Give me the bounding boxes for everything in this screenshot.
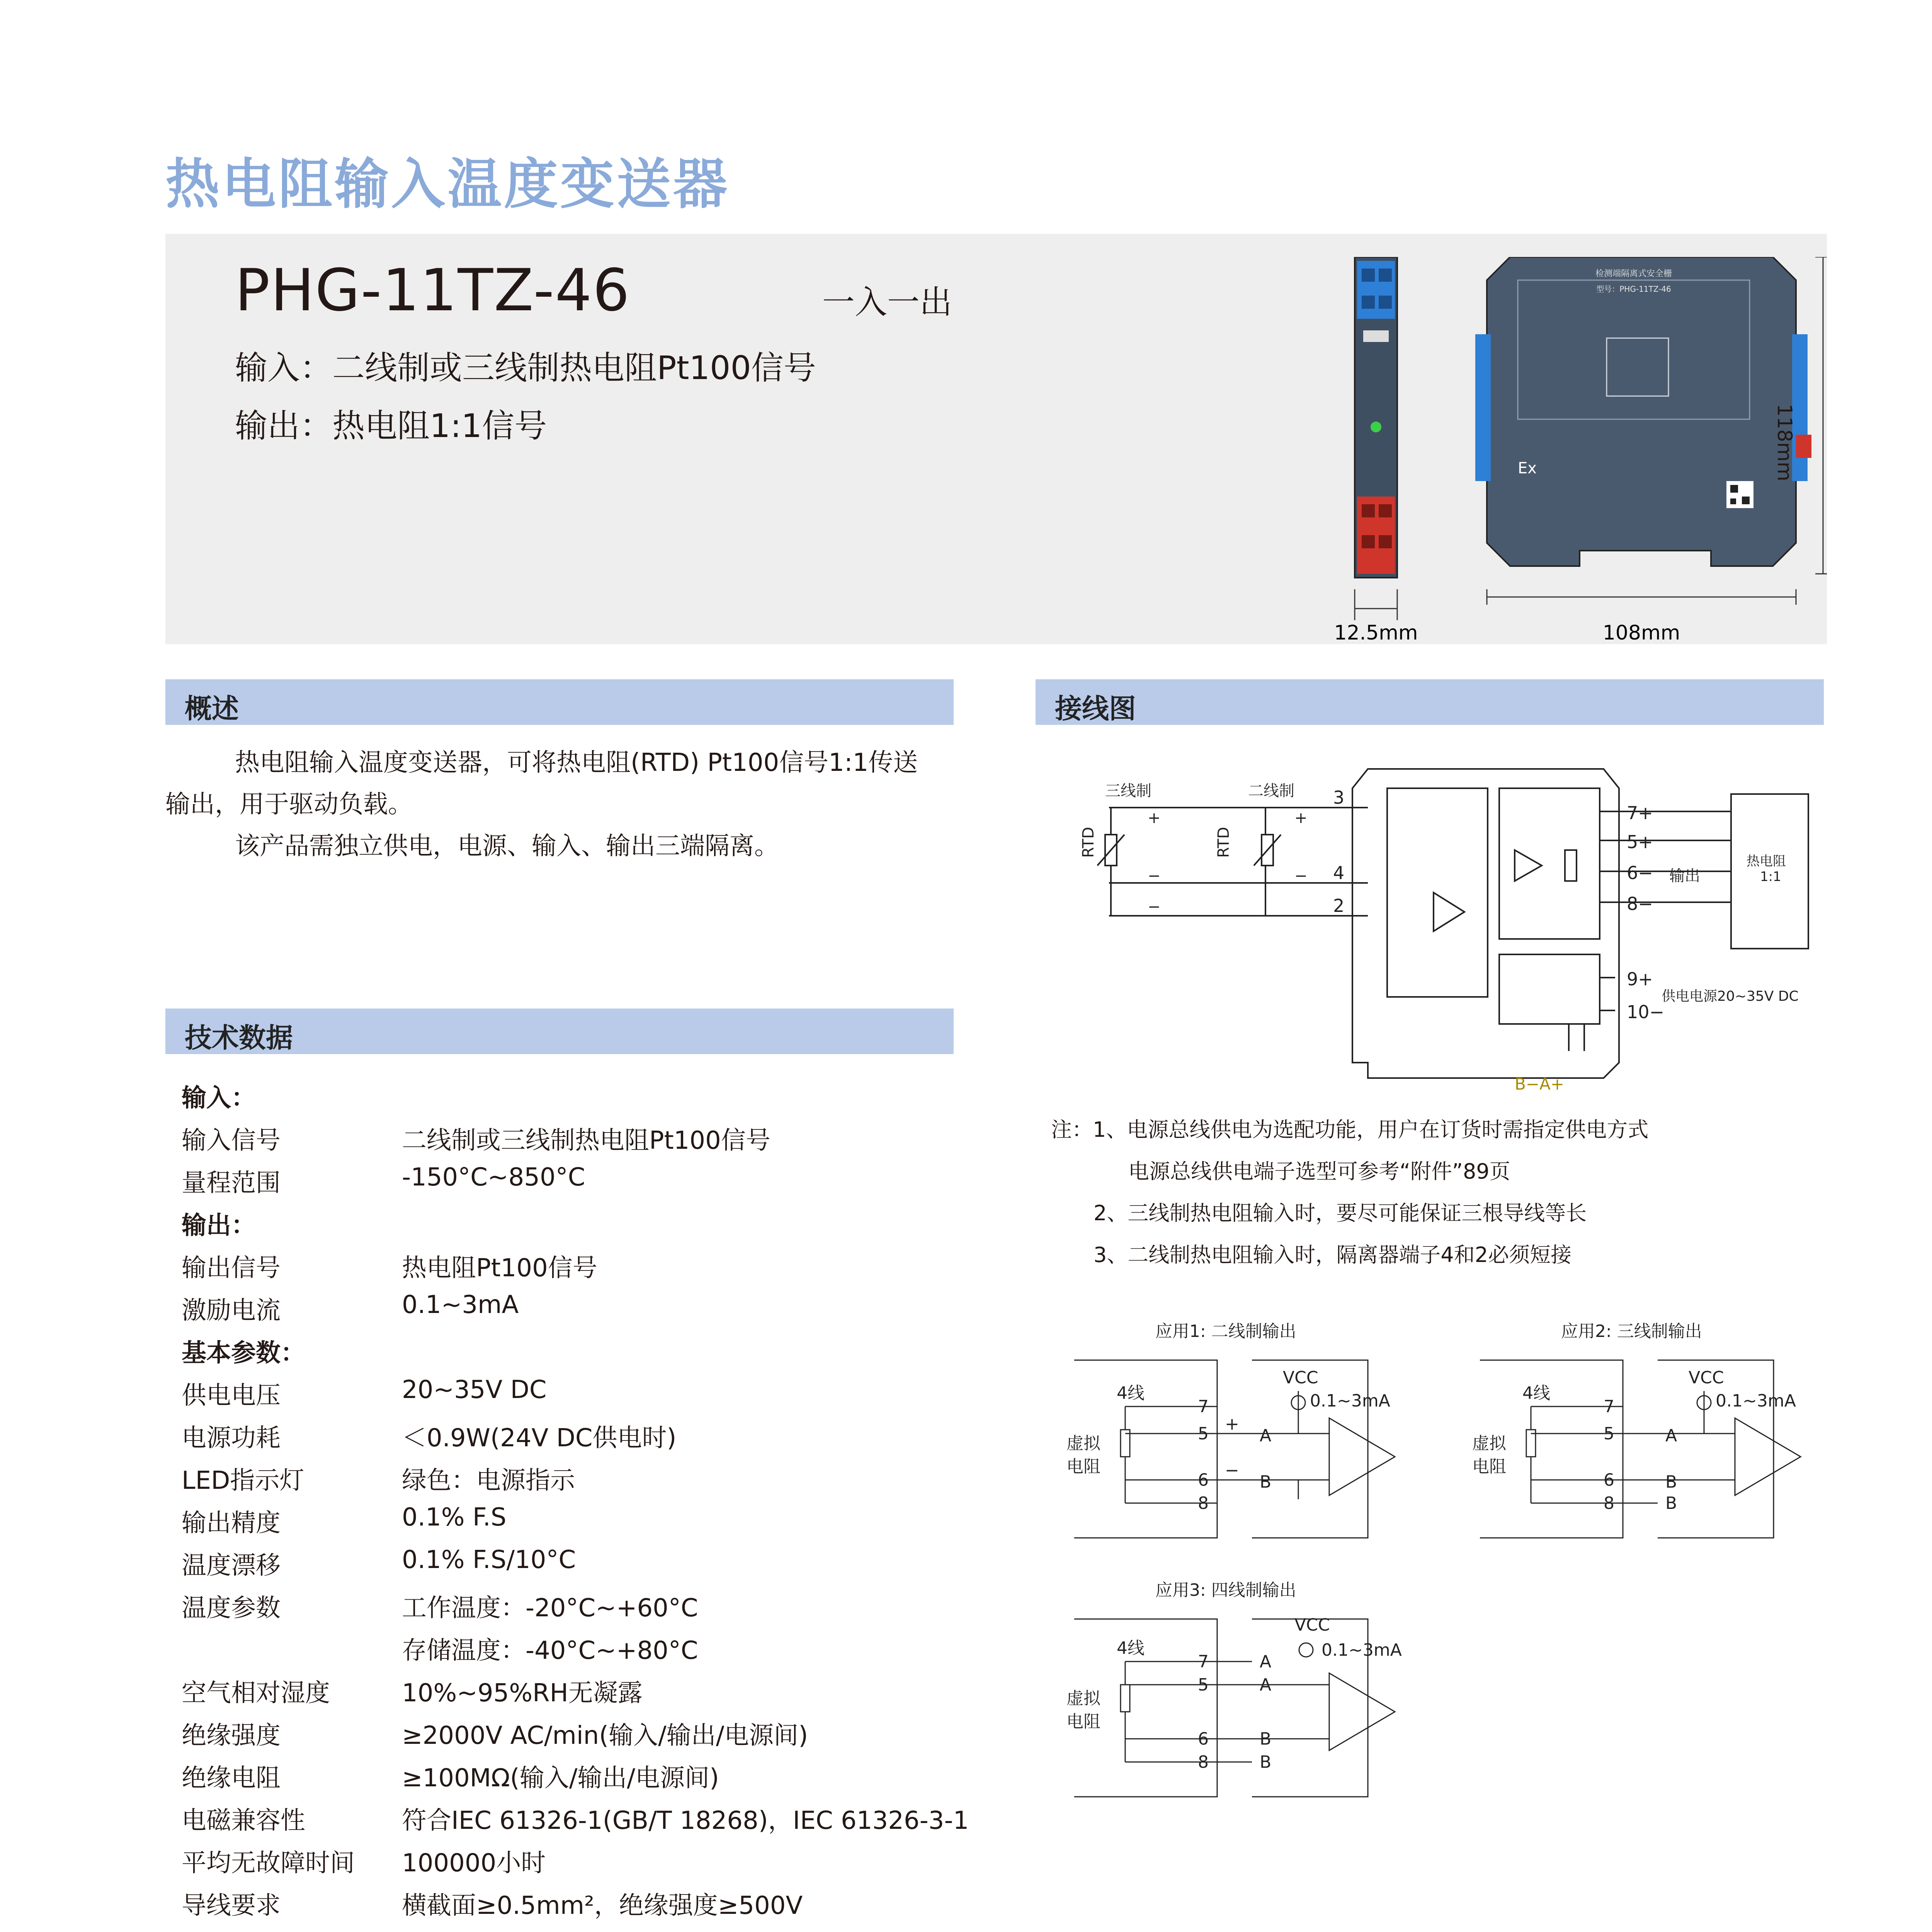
spec-heading-basic: 基本参数： xyxy=(182,1339,305,1367)
terminal-6: 6− xyxy=(1627,862,1653,883)
app2-n6: 6 xyxy=(1604,1470,1614,1490)
spec-label: 平均无故障时间 xyxy=(182,1849,355,1878)
product-hero xyxy=(165,234,1827,644)
spec-value: 热电阻Pt100信号 xyxy=(402,1254,597,1282)
app2-b1: B xyxy=(1665,1472,1677,1492)
output-summary: 输出：热电阻1:1信号 xyxy=(235,407,547,445)
spec-label: 电源功耗 xyxy=(182,1424,281,1452)
note-3: 3、二线制热电阻输入时，隔离器端子4和2必须短接 xyxy=(1094,1243,1572,1267)
spec-label: 输出信号 xyxy=(182,1254,281,1282)
app3-a2: A xyxy=(1260,1675,1272,1695)
app1-b: B xyxy=(1260,1472,1272,1492)
label-bus: B−A+ xyxy=(1515,1075,1564,1094)
spec-value: 符合IEC 61326-1(GB/T 18268)，IEC 61326-3-1 xyxy=(402,1806,969,1835)
label-power: 供电电源20~35V DC xyxy=(1662,988,1799,1004)
spec-value: 20~35V DC xyxy=(402,1376,547,1404)
terminal-8: 8− xyxy=(1627,893,1653,914)
dim-height: 118mm xyxy=(1773,404,1796,481)
app2-title: 应用2: 三线制输出 xyxy=(1561,1321,1702,1341)
app3-n6: 6 xyxy=(1198,1729,1209,1749)
terminal-9: 9+ xyxy=(1627,969,1653,990)
note-1: 注：1、电源总线供电为选配功能，用户在订货时需指定供电方式 xyxy=(1051,1117,1649,1142)
device-front-view xyxy=(1355,257,1397,620)
terminal-2: 2 xyxy=(1333,895,1345,916)
spec-label: LED指示灯 xyxy=(182,1466,304,1495)
overview-p1: 热电阻输入温度变送器，可将热电阻(RTD) Pt100信号1:1传送 xyxy=(235,748,918,777)
spec-value: 10%~95%RH无凝露 xyxy=(402,1679,643,1708)
page-title: 热电阻输入温度变送器 xyxy=(165,153,730,216)
app1-n7: 7 xyxy=(1198,1397,1209,1417)
label-load-ratio: 1:1 xyxy=(1760,869,1781,884)
spec-label: 绝缘强度 xyxy=(182,1721,281,1750)
app1-four-wire: 4线 xyxy=(1117,1383,1145,1403)
app2-virtual: 虚拟 xyxy=(1472,1434,1506,1453)
section-specs-title: 技术数据 xyxy=(185,1022,293,1054)
product-model: PHG-11TZ-46 xyxy=(235,257,631,324)
app1-n6: 6 xyxy=(1198,1470,1209,1490)
minus-3: − xyxy=(1294,867,1308,885)
app3-title: 应用3: 四线制输出 xyxy=(1155,1580,1296,1600)
label-three-wire: 三线制 xyxy=(1105,782,1151,800)
app3-vcc: VCC xyxy=(1294,1615,1330,1635)
minus-1: − xyxy=(1148,867,1161,885)
spec-value: 0.1% F.S xyxy=(402,1503,507,1532)
spec-heading-input: 输入： xyxy=(182,1084,256,1112)
spec-label: 导线要求 xyxy=(182,1891,281,1920)
app1-vcc: VCC xyxy=(1283,1368,1318,1388)
app3-n7: 7 xyxy=(1198,1652,1209,1672)
app3-virtual: 虚拟 xyxy=(1066,1689,1100,1708)
label-two-wire: 二线制 xyxy=(1248,782,1294,800)
app2-vcc: VCC xyxy=(1689,1368,1724,1388)
section-wiring-title: 接线图 xyxy=(1055,693,1136,724)
label-output: 输出 xyxy=(1669,867,1700,885)
spec-label: 电磁兼容性 xyxy=(182,1806,305,1835)
spec-value: 存储温度：-40°C~+80°C xyxy=(402,1636,698,1665)
spec-label: 供电电压 xyxy=(182,1381,281,1410)
device-label-model: 型号：PHG-11TZ-46 xyxy=(1596,284,1671,294)
app2-n5: 5 xyxy=(1604,1424,1614,1444)
spec-value: -150°C~850°C xyxy=(402,1163,585,1192)
app2-n7: 7 xyxy=(1604,1397,1614,1417)
wiring-notes xyxy=(1051,1109,1648,1276)
section-overview xyxy=(165,679,954,725)
app2-resistor: 电阻 xyxy=(1472,1457,1506,1476)
device-ex-mark: Ex xyxy=(1518,459,1537,477)
app1-a: A xyxy=(1260,1426,1272,1446)
app3-b1: B xyxy=(1260,1729,1272,1749)
app3-n8: 8 xyxy=(1198,1752,1209,1772)
note-2: 2、三线制热电阻输入时，要尽可能保证三根导线等长 xyxy=(1094,1201,1587,1225)
overview-p1b: 输出，用于驱动负载。 xyxy=(165,790,413,819)
overview-p2: 该产品需独立供电，电源、输入、输出三端隔离。 xyxy=(235,832,779,861)
app2-b2: B xyxy=(1665,1493,1677,1513)
terminal-7: 7+ xyxy=(1627,803,1653,823)
minus-2: − xyxy=(1148,898,1161,916)
spec-value: 0.1% F.S/10°C xyxy=(402,1546,576,1574)
spec-label: 空气相对湿度 xyxy=(182,1679,330,1708)
spec-label: 输入信号 xyxy=(182,1126,281,1155)
spec-heading-output: 输出： xyxy=(182,1211,256,1240)
terminal-3: 3 xyxy=(1333,787,1345,808)
spec-label: 激励电流 xyxy=(182,1296,281,1325)
app2-four-wire: 4线 xyxy=(1522,1383,1550,1403)
application-diagrams xyxy=(1059,1314,1828,1816)
product-images xyxy=(1170,257,1827,643)
app1-minus: − xyxy=(1225,1461,1239,1480)
section-wiring xyxy=(1036,679,1824,725)
device-front-width-label xyxy=(1334,621,1418,643)
spec-value: 绿色：电源指示 xyxy=(402,1466,575,1495)
spec-value: ≥2000V AC/min(输入/输出/电源间) xyxy=(402,1721,808,1750)
app1-n8: 8 xyxy=(1198,1493,1209,1513)
spec-value: 100000小时 xyxy=(402,1849,546,1878)
io-type: 一入一出 xyxy=(822,283,952,321)
input-summary: 输入：二线制或三线制热电阻Pt100信号 xyxy=(235,349,816,387)
app3-resistor: 电阻 xyxy=(1066,1712,1100,1731)
app1-n5: 5 xyxy=(1198,1424,1209,1444)
spec-value: 0.1~3mA xyxy=(402,1291,519,1319)
plus-1: + xyxy=(1148,809,1161,827)
device-side-view xyxy=(1475,257,1811,566)
terminal-10: 10− xyxy=(1627,1002,1665,1022)
app2-a: A xyxy=(1665,1426,1677,1446)
spec-value: 横截面≥0.5mm²，绝缘强度≥500V xyxy=(402,1891,803,1920)
app2-n8: 8 xyxy=(1604,1493,1614,1513)
spec-label: 温度参数 xyxy=(182,1594,281,1622)
app3-b2: B xyxy=(1260,1752,1272,1772)
spec-label: 温度漂移 xyxy=(182,1551,281,1580)
app1-resistor: 电阻 xyxy=(1066,1457,1100,1476)
app1-virtual: 虚拟 xyxy=(1066,1434,1100,1453)
device-label-title: 检测端隔离式安全栅 xyxy=(1595,269,1672,279)
spec-label: 输出精度 xyxy=(182,1509,281,1537)
app3-a1: A xyxy=(1260,1652,1272,1672)
label-rtd-1: RTD xyxy=(1080,827,1097,858)
app2-current: 0.1~3mA xyxy=(1716,1391,1796,1411)
app3-four-wire: 4线 xyxy=(1117,1638,1145,1658)
app1-current: 0.1~3mA xyxy=(1310,1391,1390,1411)
dim-width-front: 12.5mm xyxy=(1334,621,1418,643)
spec-value: 工作温度：-20°C~+60°C xyxy=(402,1594,698,1622)
note-1b: 电源总线供电端子选型可参考“附件”89页 xyxy=(1128,1159,1510,1184)
terminal-5: 5+ xyxy=(1627,832,1653,852)
app3-current: 0.1~3mA xyxy=(1321,1640,1402,1660)
overview-text xyxy=(165,742,938,867)
label-load: 热电阻 xyxy=(1747,854,1786,869)
wiring-diagram xyxy=(1051,753,1824,1101)
plus-2: + xyxy=(1294,809,1308,827)
app3-n5: 5 xyxy=(1198,1675,1209,1695)
spec-value: 二线制或三线制热电阻Pt100信号 xyxy=(402,1126,770,1155)
spec-label: 量程范围 xyxy=(182,1169,281,1197)
spec-label: 绝缘电阻 xyxy=(182,1764,281,1793)
section-specs xyxy=(165,1009,954,1054)
dim-depth: 108mm xyxy=(1602,621,1680,643)
spec-value xyxy=(402,1928,729,1932)
app1-title: 应用1: 二线制输出 xyxy=(1155,1321,1296,1341)
terminal-4: 4 xyxy=(1333,862,1345,883)
app1-plus: + xyxy=(1225,1414,1239,1434)
spec-label xyxy=(182,1928,355,1932)
section-overview-title: 概述 xyxy=(185,693,239,724)
spec-value: ≥100MΩ(输入/输出/电源间) xyxy=(402,1764,719,1793)
spec-value: ＜0.9W(24V DC供电时) xyxy=(402,1424,677,1452)
label-rtd-2: RTD xyxy=(1215,827,1233,858)
